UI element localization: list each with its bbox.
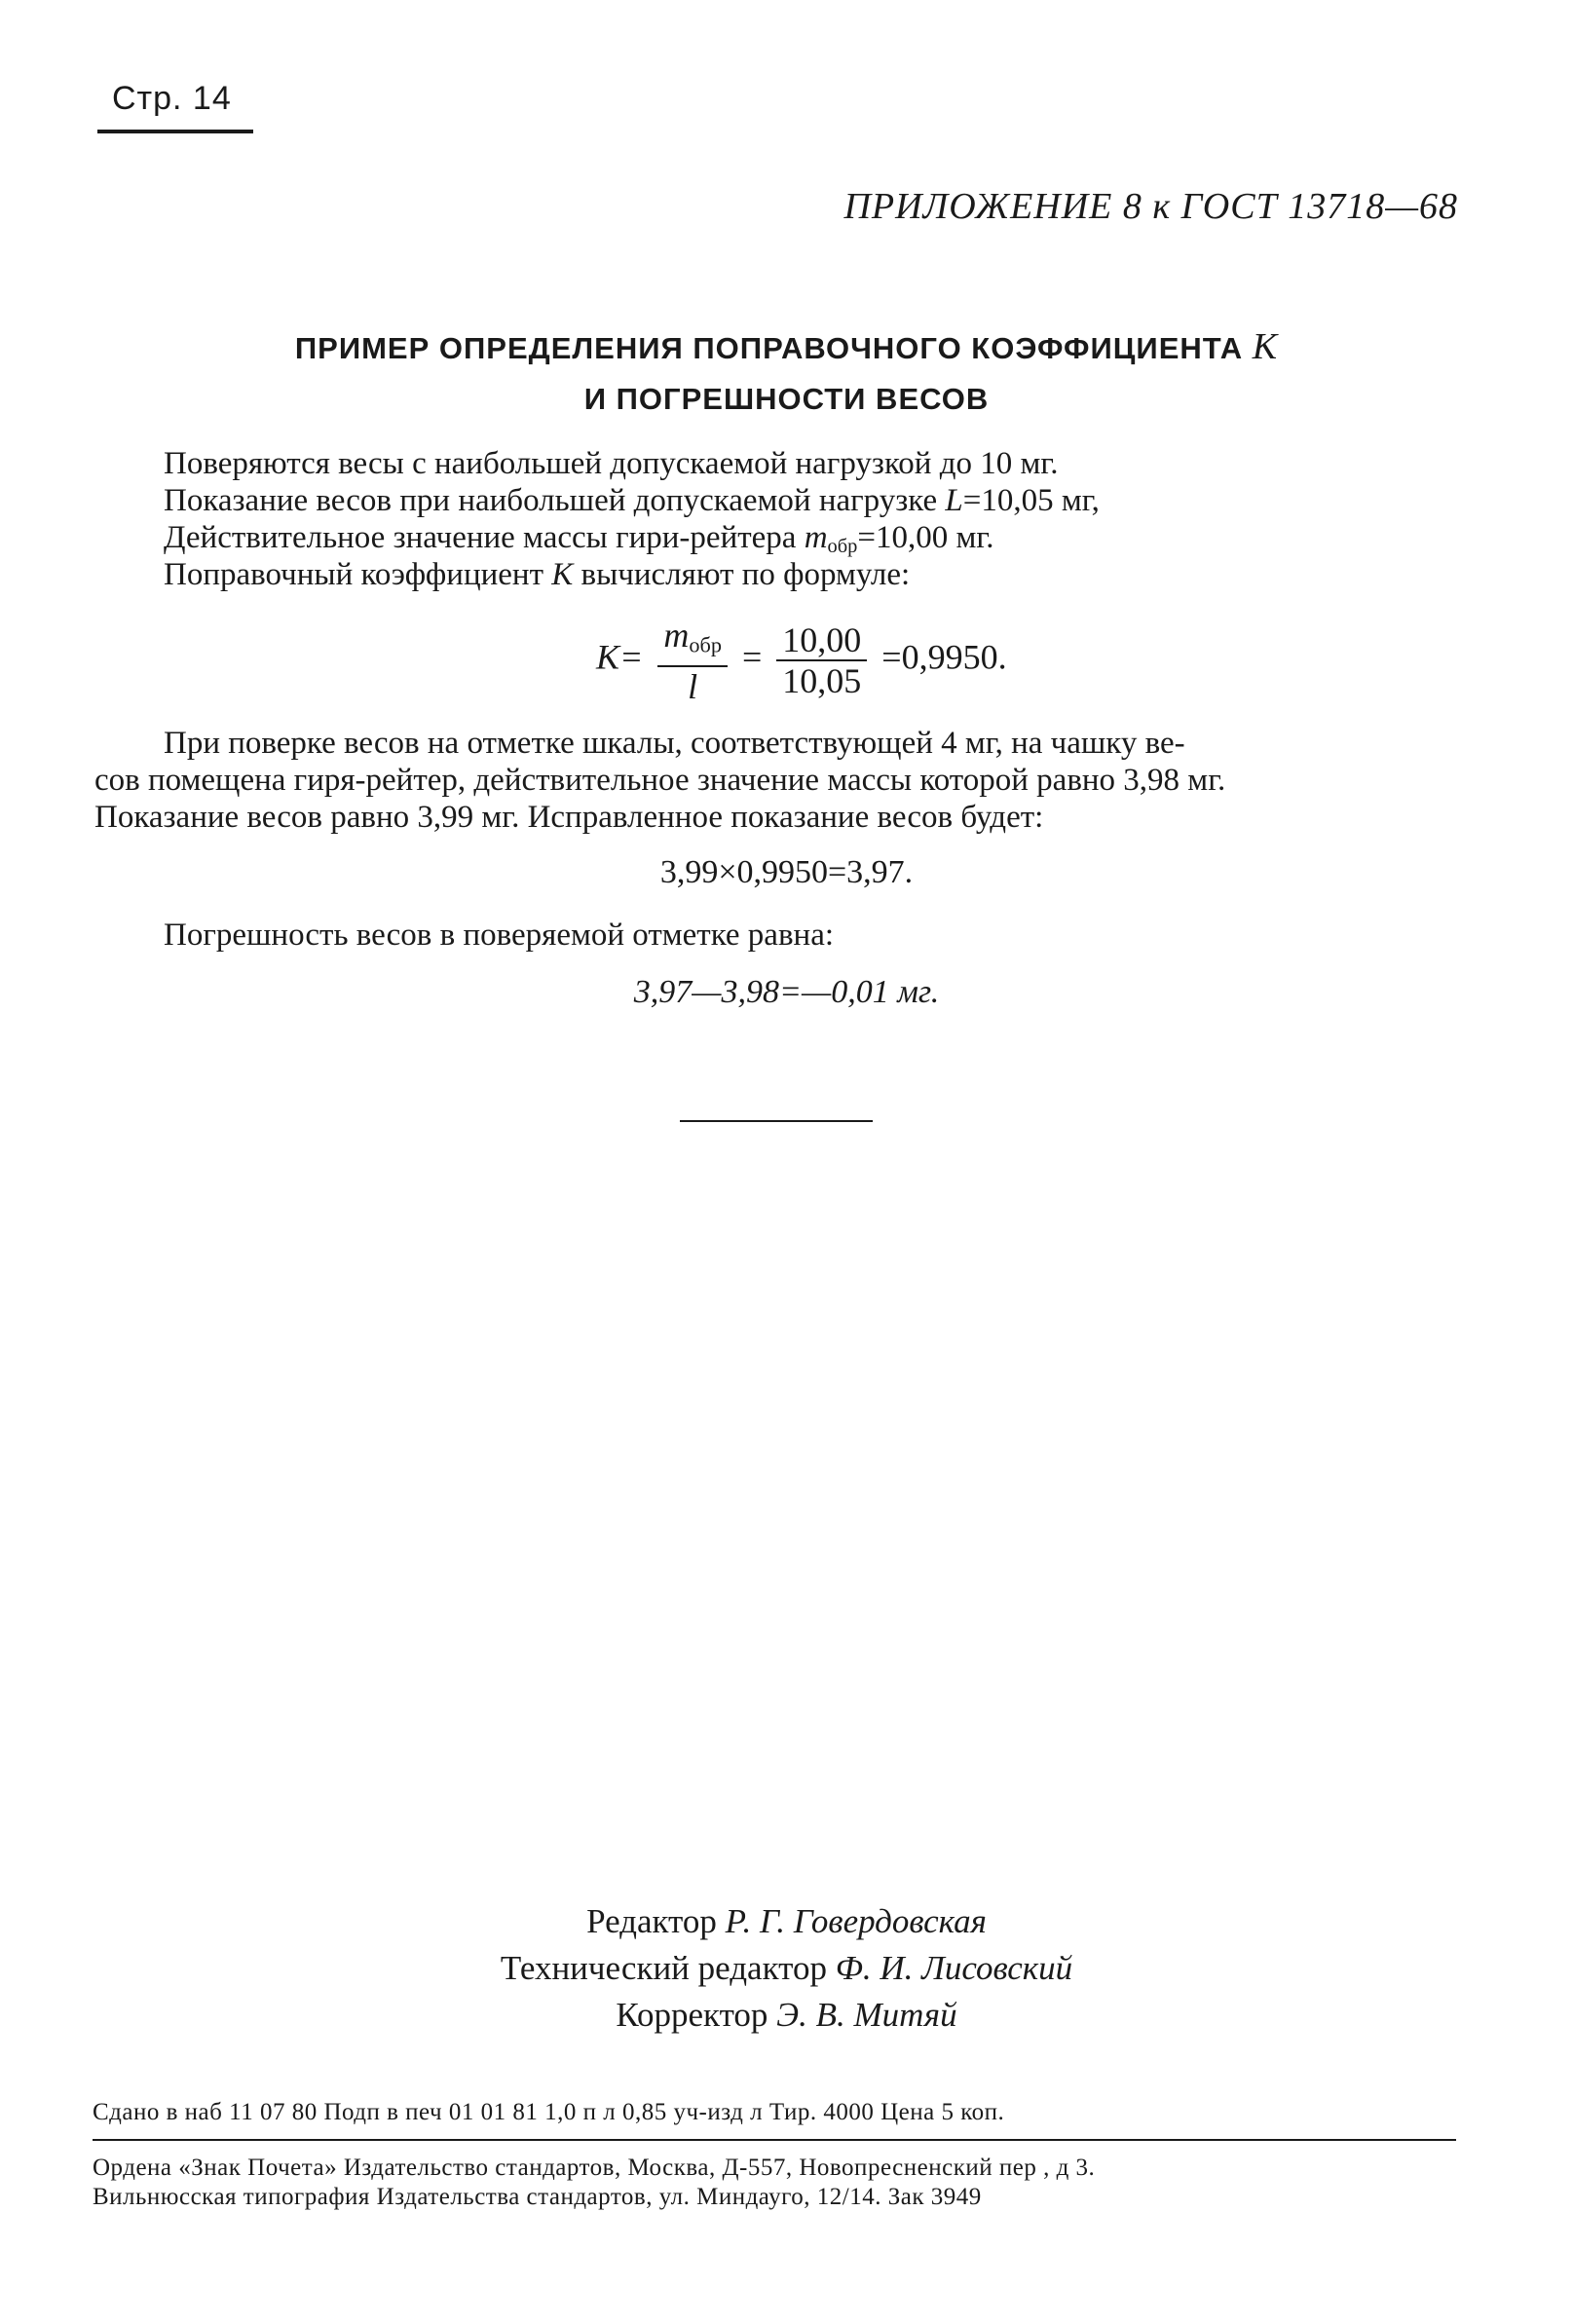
formula-k-equals: = <box>741 637 763 677</box>
separator-rule <box>680 1120 873 1122</box>
page-number-underline <box>97 130 253 133</box>
fraction-numerator <box>657 616 728 667</box>
intro-line-4-text: Поправочный коэффициент <box>164 557 552 592</box>
paragraph-2-line-3: Показание весов равно 3,99 мг. Исправленное показание весов будет: <box>94 800 1044 835</box>
var-m: m <box>804 520 828 555</box>
paragraph-2-line-1: При поверке весов на отметке шкалы, соответствующей 4 мг, на чашку ве- <box>164 726 1185 761</box>
formula-k-lhs: K= <box>596 637 644 677</box>
intro-line-1: Поверяются весы с наибольшей допускаемой нагрузкой до 10 мг. <box>164 446 1059 481</box>
formula-k <box>596 616 1007 706</box>
credit-corrector-name: Э. В. Митяй <box>776 1996 957 2034</box>
imprint-line-1: Сдано в наб 11 07 80 Подп в печ 01 01 81 1,0 п л 0,85 уч-изд л Тир. 4000 Цена 5 коп. <box>93 2099 1005 2125</box>
page-number: Стр. 14 <box>112 80 232 117</box>
credit-tech-editor-name: Ф. И. Лисовский <box>835 1949 1073 1987</box>
title-symbol: K <box>1252 326 1279 367</box>
fraction-numeric <box>776 620 867 700</box>
formula-k-result: =0,9950. <box>881 637 1007 677</box>
error-line: Погрешность весов в поверяемой отметке равна: <box>164 918 835 953</box>
imprint-line-3: Вильнюсская типография Издательства стандартов, ул. Миндауго, 12/14. Зак 3949 <box>93 2184 982 2210</box>
intro-line-4 <box>164 557 910 592</box>
fraction-numerator-var: m <box>663 616 690 655</box>
fraction-numeric-denominator: 10,05 <box>782 661 862 701</box>
title-text-1: ПРИМЕР ОПРЕДЕЛЕНИЯ ПОПРАВОЧНОГО КОЭФФИЦИЕНТА <box>294 331 1244 365</box>
appendix-label: ПРИЛОЖЕНИЕ 8 к ГОСТ 13718—68 <box>843 186 1458 227</box>
fraction-numerator-sub: обр <box>689 632 722 657</box>
fraction-numeric-numerator: 10,00 <box>776 620 867 661</box>
fraction-denominator-var: l <box>688 666 698 706</box>
fraction-denominator <box>657 667 728 706</box>
imprint-rule <box>93 2139 1456 2141</box>
intro-line-2-value: =10,05 мг, <box>962 483 1100 518</box>
credit-corrector <box>0 1993 1573 2038</box>
intro-line-4-tail: вычисляют по формуле: <box>573 557 911 592</box>
var-m-subscript: обр <box>827 536 858 558</box>
intro-line-3-text: Действительное значение массы гири-рейтера <box>164 520 805 555</box>
imprint-line-2: Ордена «Знак Почета» Издательство стандартов, Москва, Д-557, Новопресненский пер , д 3. <box>93 2155 1096 2181</box>
intro-line-3-value: =10,00 мг. <box>857 520 994 555</box>
credit-editor-name: Р. Г. Говердовская <box>725 1902 987 1940</box>
title-line-2: И ПОГРЕШНОСТИ ВЕСОВ <box>583 382 990 416</box>
formula-corrected: 3,99×0,9950=3,97. <box>659 854 914 890</box>
credit-corrector-role: Корректор <box>616 1996 768 2034</box>
intro-line-2 <box>164 483 1100 518</box>
var-k: K <box>551 557 574 592</box>
intro-line-2-text: Показание весов при наибольшей допускаемой нагрузке <box>164 483 946 518</box>
var-l: L <box>945 483 963 518</box>
credit-editor-role: Редактор <box>586 1902 717 1940</box>
fraction-m-over-l <box>657 616 728 706</box>
formula-error: 3,97—3,98=—0,01 мг. <box>633 974 940 1010</box>
paragraph-2-line-2: сов помещена гиря-рейтер, действительное значение массы которой равно 3,98 мг. <box>94 763 1226 798</box>
credit-editor <box>0 1899 1573 1944</box>
credit-tech-editor-role: Технический редактор <box>500 1949 827 1987</box>
credit-tech-editor <box>0 1946 1573 1991</box>
title-line-1 <box>0 325 1573 368</box>
